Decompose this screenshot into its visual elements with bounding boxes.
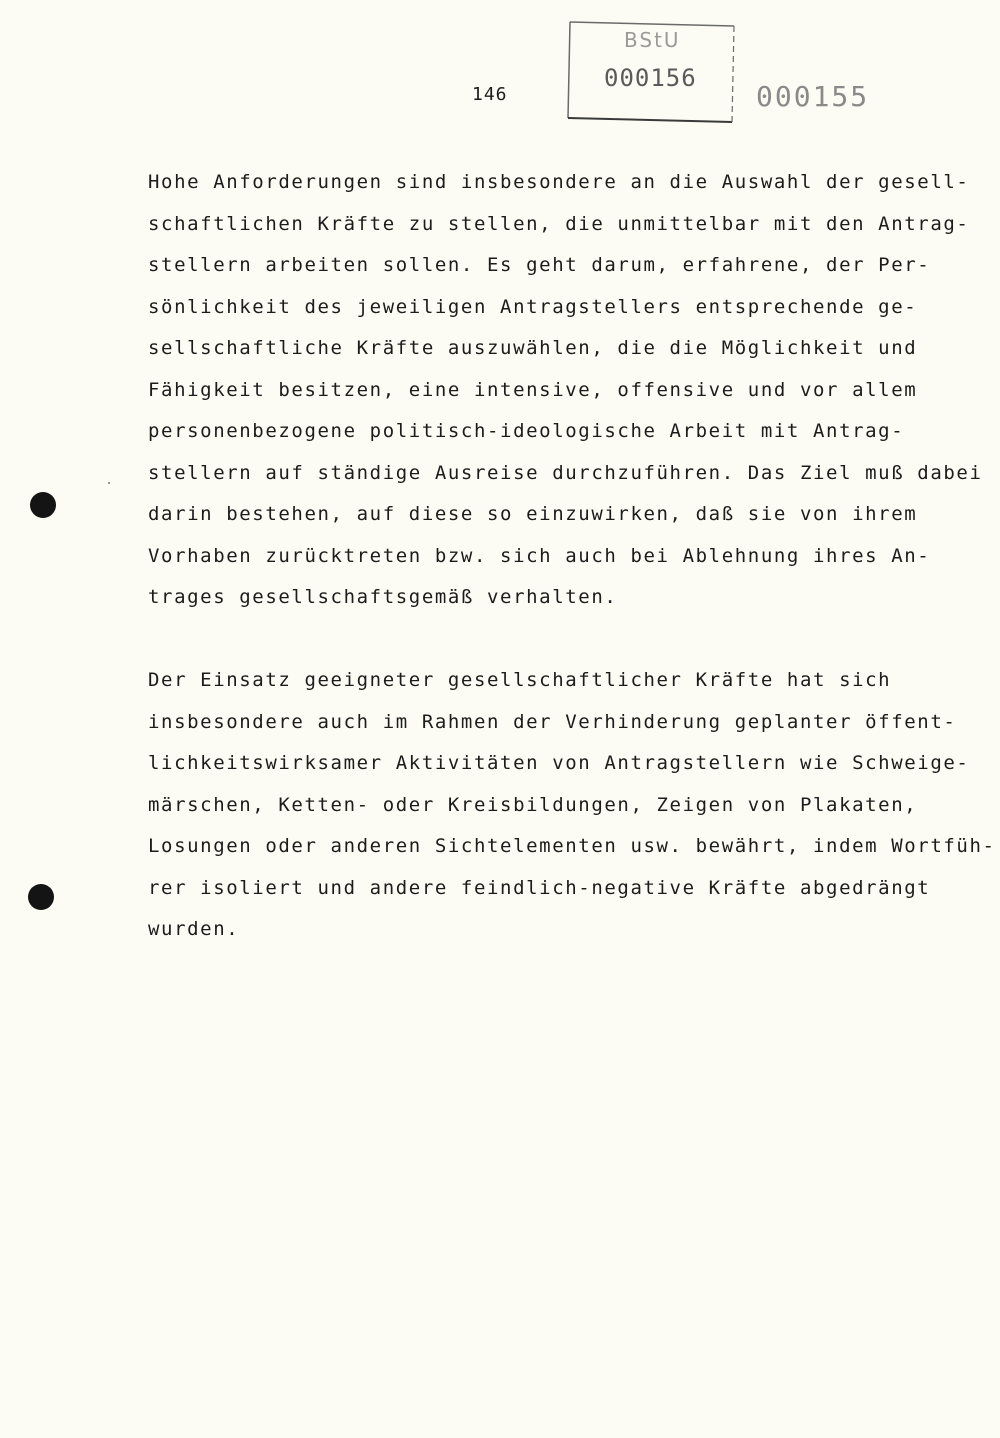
paragraph-2 [148,666,996,957]
text-line: märschen, Ketten- oder Kreisbildungen, Zeigen von Plakaten, [148,793,918,816]
page-number: 146 [472,84,508,105]
text-line: stellern arbeiten sollen. Es geht darum, erfahrene, der Per- [148,254,931,276]
text-line: Hohe Anforderungen sind insbesondere an die Auswahl der gesell- [148,171,970,193]
text-line: Der Einsatz geeigneter gesellschaftlicher Kräfte hat sich [148,669,892,691]
text-line: Vorhaben zurücktreten bzw. sich auch bei Ablehnung ihres An- [148,544,931,567]
paper-speck [108,482,110,484]
text-line: personenbezogene politisch-ideologische Arbeit mit Antrag- [148,420,905,442]
text-line: wurden. [148,918,240,940]
text-line: sellschaftliche Kräfte auszuwählen, die die Möglichkeit und [148,337,918,359]
archive-number: 000155 [756,80,870,113]
text-line: Losungen oder anderen Sichtelementen usw. bewährt, indem Wortfüh- [148,835,996,857]
text-line: rer isoliert und andere feindlich-negative Kräfte abgedrängt [148,876,931,899]
text-line: trages gesellschaftsgemäß verhalten. [148,586,618,608]
text-line: stellern auf ständige Ausreise durchzuführen. Das Ziel muß dabei [148,461,983,484]
text-line: schaftlichen Kräfte zu stellen, die unmittelbar mit den Antrag- [148,212,970,235]
punch-hole [28,884,54,910]
body-text [148,168,996,957]
stamp-label: BStU [624,28,681,52]
text-line: lichkeitswirksamer Aktivitäten von Antragstellern wie Schweige- [148,752,970,774]
text-line: sönlichkeit des jeweiligen Antragstellers entsprechende ge- [148,295,918,318]
text-line: insbesondere auch im Rahmen der Verhinderung geplanter öffent- [148,710,957,733]
stamp-number: 000156 [604,64,697,92]
text-line: Fähigkeit besitzen, eine intensive, offensive und vor allem [148,378,918,401]
punch-hole [30,492,56,518]
text-line: darin bestehen, auf diese so einzuwirken, daß sie von ihrem [148,503,918,525]
paragraph-1 [148,168,983,625]
archive-stamp [566,20,736,124]
